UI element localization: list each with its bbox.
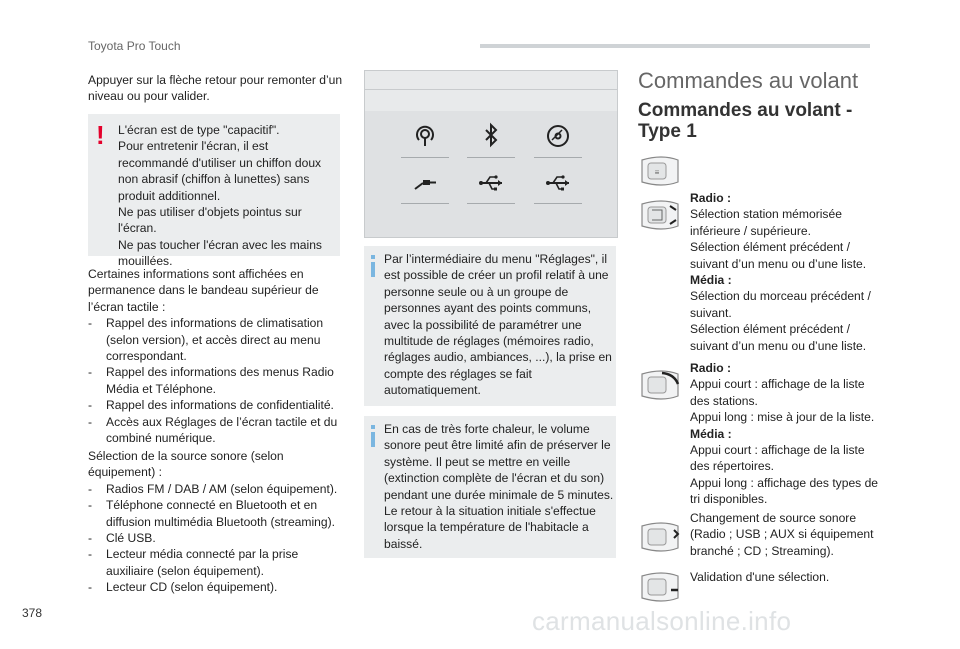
desc-line: Appui long : affichage des types de tri disponibles. xyxy=(690,475,879,507)
desc-line: Appui court : affichage de la liste des répertoires. xyxy=(690,443,865,474)
warning-line: Ne pas toucher l'écran avec les mains mouillées. xyxy=(118,237,322,269)
aux-icon xyxy=(408,166,442,200)
warning-text xyxy=(118,122,336,270)
radio-icon xyxy=(408,119,442,153)
list-item: - Rappel des informations de climatisation (selon version), et accès direct au menu correspondant. xyxy=(88,316,324,364)
control-1-description xyxy=(690,190,880,354)
info-box-profiles xyxy=(364,246,616,406)
info-icon xyxy=(371,255,375,277)
source-intro: Sélection de la source sonore (selon équipement) : xyxy=(88,449,284,480)
list-item: - Téléphone connecté en Bluetooth et en diffusion multimédia Bluetooth (streaming). xyxy=(88,498,335,529)
section-title: Commandes au volant xyxy=(638,68,859,93)
label-radio: Radio : xyxy=(690,191,731,205)
usb-icon xyxy=(541,166,575,200)
list-item: - Radios FM / DAB / AM (selon équipement). xyxy=(88,481,338,496)
desc-line: Appui court : affichage de la liste des stations. xyxy=(690,377,865,408)
intro-text: Appuyer sur la flèche retour pour remonter d’un niveau ou pour valider. xyxy=(88,73,343,104)
warning-box xyxy=(88,114,340,269)
steering-control-list-icon xyxy=(638,370,686,400)
label-media: Média : xyxy=(690,273,732,288)
label-radio: Radio : xyxy=(690,361,731,375)
label-media: Média : xyxy=(690,426,732,441)
control-2-description xyxy=(690,360,885,508)
desc-line: Sélection du morceau précédent / suivant. xyxy=(690,289,871,320)
header-title: Toyota Pro Touch xyxy=(88,39,181,53)
steering-control-overview-icon xyxy=(638,156,686,186)
usb-icon xyxy=(474,166,508,200)
desc-line: Sélection élément précédent / suivant d’un menu ou d’une liste. xyxy=(690,240,867,271)
list-item: - Rappel des informations des menus Radio Média et Téléphone. xyxy=(88,365,334,396)
list-item: - Rappel des informations de confidentialité. xyxy=(88,398,334,413)
watermark: carmanualsonline.info xyxy=(532,606,792,636)
note-profiles: Par l’intermédiaire du menu "Réglages", il est possible de créer un profil relatif à une personne seule ou à un groupe de personnes ayant des points communs, avec la possibilité de paramétrer une multitude de réglages (mémoires radio, réglages audio, ambiances, ...), la prise en compte des réglages se fait automatiquement. xyxy=(384,252,612,398)
warning-line: Pour entretenir l'écran, il est recommandé d'utiliser un chiffon doux non abrasif (chiffon à lunettes) sans produit additionnel. xyxy=(118,139,322,203)
steering-control-source-icon xyxy=(638,522,686,552)
list-item: - Accès aux Réglages de l’écran tactile et du combiné numérique. xyxy=(88,414,338,446)
note-heat: En cas de très forte chaleur, le volume sonore peut être limité afin de préserver le système. Il peut se mettre en veille (extinction complète de l'écran et du son) pendant une durée minimale de 5 minutes. Le retour à la situation initiale s'effectue lorsque la température de l'habitacle a baissé. xyxy=(384,422,614,551)
steering-control-up-down-icon xyxy=(638,200,686,230)
page-number: 378 xyxy=(22,606,43,620)
info-section xyxy=(88,266,344,446)
warning-line: L'écran est de type "capacitif". xyxy=(118,123,280,137)
desc-line: Sélection station mémorisée inférieure / supérieure. xyxy=(690,207,842,238)
section-subtitle: Commandes au volant - Type 1 xyxy=(638,100,853,142)
list-item: - Clé USB. xyxy=(88,531,156,546)
source-screen-illustration xyxy=(364,70,618,238)
svg-text:≡: ≡ xyxy=(654,168,660,177)
bluetooth-icon xyxy=(474,119,508,153)
desc-line: Appui long : mise à jour de la liste. xyxy=(690,410,875,425)
steering-control-validate-icon xyxy=(638,572,686,602)
warning-icon: ! xyxy=(96,120,105,150)
cd-icon xyxy=(541,119,575,153)
list-item: - Lecteur CD (selon équipement). xyxy=(88,580,278,595)
source-section xyxy=(88,448,344,596)
warning-line: Ne pas utiliser d'objets pointus sur l'écran. xyxy=(118,205,302,236)
control-4-description: Validation d'une sélection. xyxy=(690,570,830,584)
desc-line: Sélection élément précédent / suivant d’un menu ou d’une liste. xyxy=(690,322,867,353)
info-box-heat xyxy=(364,416,616,558)
header-divider xyxy=(480,44,870,48)
control-3-description: Changement de source sonore (Radio ; USB ; AUX si équipement branché ; CD ; Streaming). xyxy=(690,511,874,558)
info-icon xyxy=(371,425,375,447)
list-item: - Lecteur média connecté par la prise auxiliaire (selon équipement). xyxy=(88,547,299,578)
info-intro: Certaines informations sont affichées en permanence dans le bandeau supérieur de l’écran tactile : xyxy=(88,267,319,314)
